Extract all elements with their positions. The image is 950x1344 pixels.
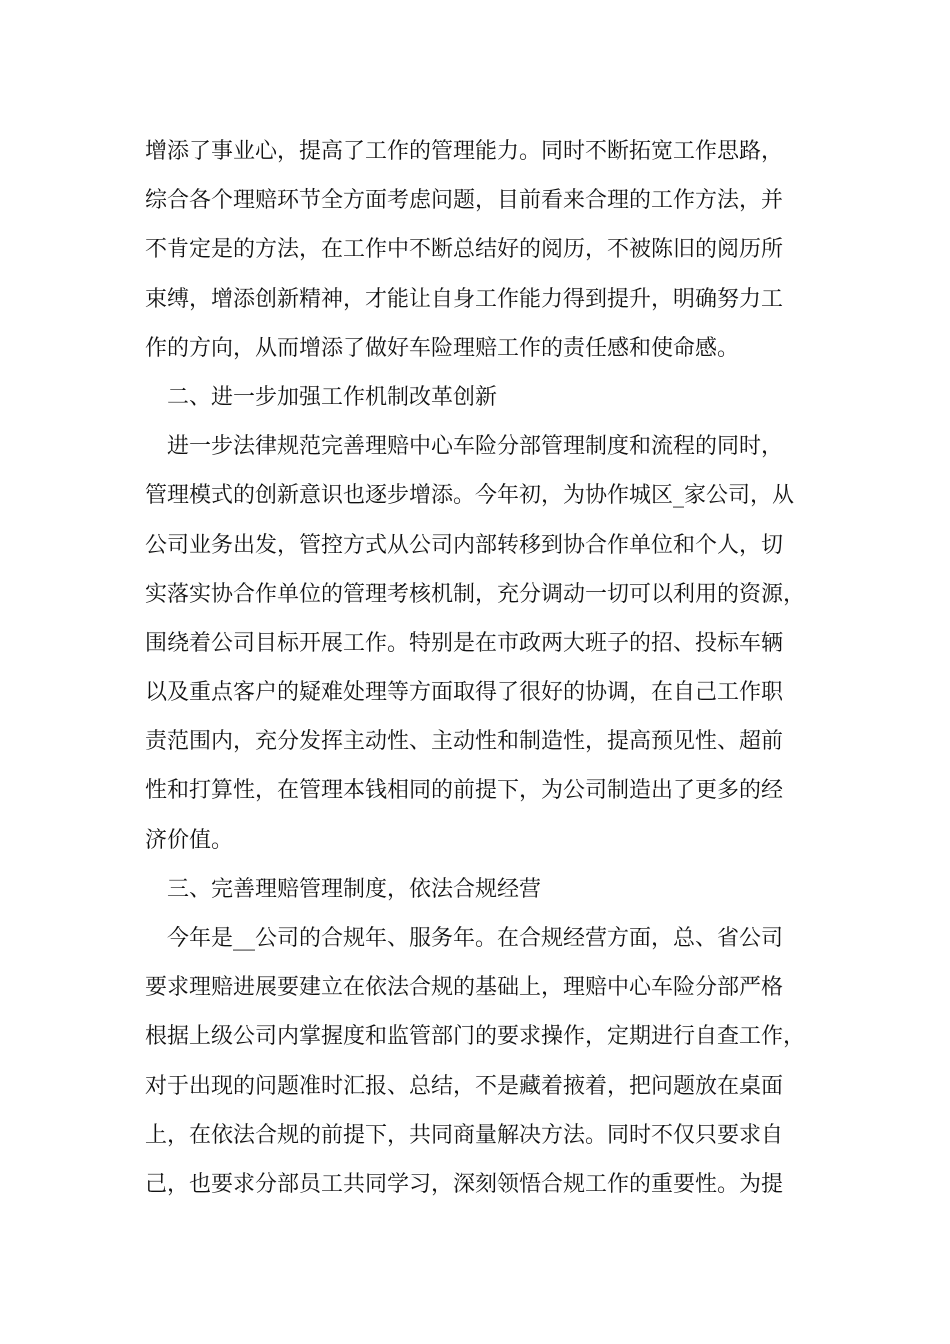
text-line: 己，也要求分部员工共同学习，深刻领悟合规工作的重要性。为提 <box>145 1171 784 1197</box>
paragraph-start-line: 今年是__公司的合规年、服务年。在合规经营方面，总、省公司 <box>167 926 784 951</box>
text-line: 增添了事业心，提高了工作的管理能力。同时不断拓宽工作思路， <box>145 139 784 164</box>
text-line: 要求理赔进展要建立在依法合规的基础上，理赔中心车险分部严格 <box>145 975 784 1001</box>
text-line: 束缚，增添创新精神，才能让自身工作能力得到提升，明确努力工 <box>145 286 784 312</box>
text-line: 实落实协合作单位的管理考核机制，充分调动一切可以利用的资源， <box>145 581 806 607</box>
text-line: 济价值。 <box>145 827 234 853</box>
text-line: 根据上级公司内掌握度和监管部门的要求操作，定期进行自查工作， <box>145 1024 806 1050</box>
text-line: 围绕着公司目标开展工作。特别是在市政两大班子的招、投标车辆 <box>145 630 784 656</box>
body-text <box>145 127 825 1209</box>
text-line: 综合各个理赔环节全方面考虑问题，目前看来合理的工作方法，并 <box>145 188 784 214</box>
text-line: 上，在依法合规的前提下，共同商量解决方法。同时不仅只要求自 <box>145 1122 784 1148</box>
text-line: 对于出现的问题准时汇报、总结，不是藏着掖着，把问题放在桌面 <box>145 1073 784 1099</box>
text-line: 管理模式的创新意识也逐步增添。今年初，为协作城区_家公司，从 <box>145 483 795 509</box>
text-line: 责范围内，充分发挥主动性、主动性和制造性，提高预见性、超前 <box>145 729 784 755</box>
paragraph-start-line: 进一步法律规范完善理赔中心车险分部管理制度和流程的同时， <box>167 434 784 460</box>
section-heading-2: 二、进一步加强工作机制改革创新 <box>167 384 498 410</box>
text-line: 以及重点客户的疑难处理等方面取得了很好的协调，在自己工作职 <box>145 680 784 706</box>
section-heading-3: 三、完善理赔管理制度，依法合规经营 <box>167 876 542 902</box>
text-line: 公司业务出发，管控方式从公司内部转移到协合作单位和个人，切 <box>145 532 784 558</box>
text-line: 作的方向，从而增添了做好车险理赔工作的责任感和使命感。 <box>145 335 740 361</box>
text-line: 不肯定是的方法，在工作中不断总结好的阅历，不被陈旧的阅历所 <box>145 237 784 263</box>
text-line: 性和打算性，在管理本钱相同的前提下，为公司制造出了更多的经 <box>145 778 784 804</box>
